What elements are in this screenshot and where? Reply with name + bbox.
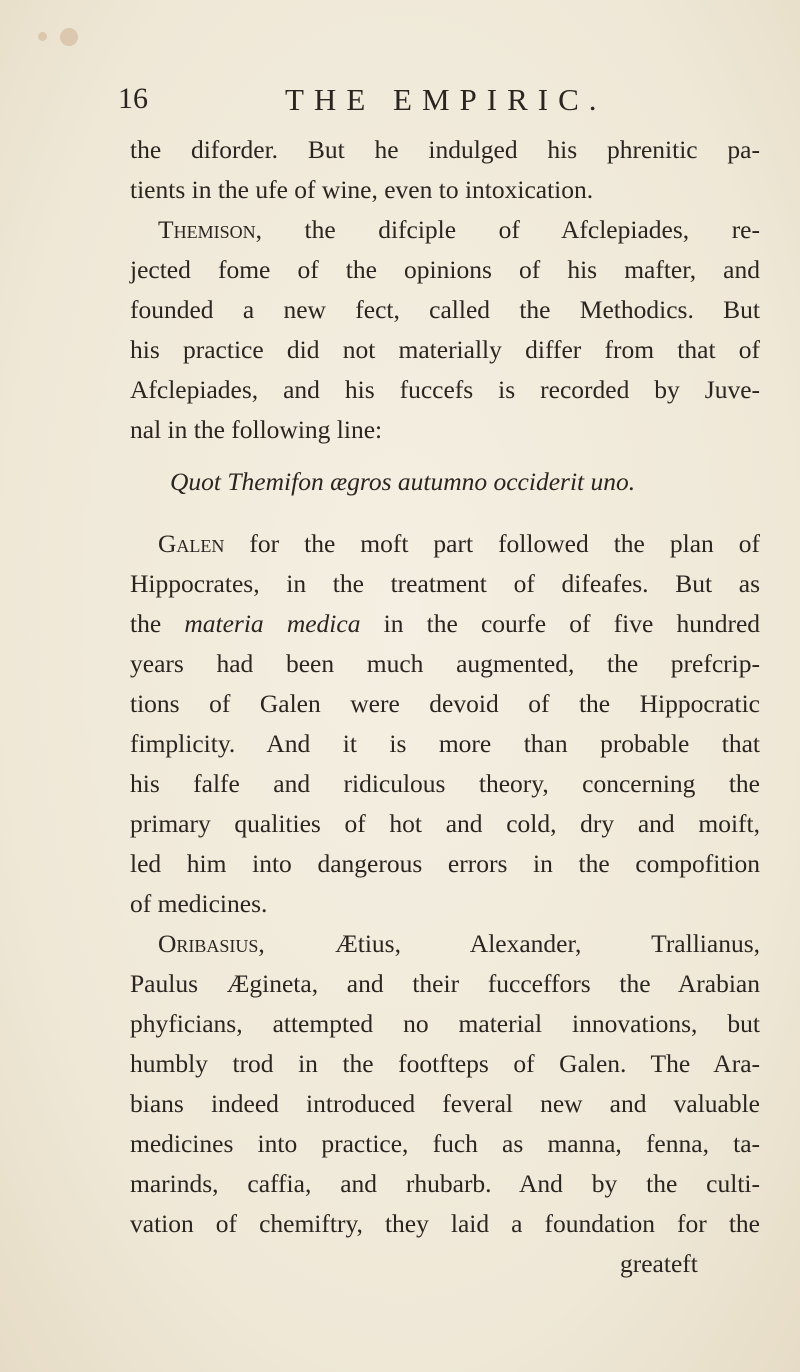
name-oribasius: Oribasius,	[158, 929, 265, 958]
text-line: Paulus Ægineta, and their fucceffors the Arabian	[130, 969, 760, 998]
text-line: tients in the ufe of wine, even to intoxication.	[130, 175, 594, 204]
name-themison: Themison,	[158, 215, 262, 244]
text-line: the diforder. But he indulged his phrenitic pa-	[130, 135, 760, 164]
text-line: primary qualities of hot and cold, dry and moift,	[130, 809, 760, 838]
text-line: humbly trod in the footfteps of Galen. The Ara-	[130, 1049, 760, 1078]
paragraph-start-oribasius	[130, 924, 760, 964]
term-materia-medica: materia medica	[184, 609, 361, 638]
text-line: nal in the following line:	[130, 415, 383, 444]
text-line: Afclepiades, and his fuccefs is recorded by Juve-	[130, 375, 760, 404]
text-line	[130, 604, 760, 644]
catchword: greateft	[620, 1249, 698, 1278]
text-line: years had been much augmented, the prefcrip-	[130, 649, 760, 678]
running-title: THE EMPIRIC.	[285, 82, 607, 117]
text-span: for the moft part followed the plan of	[224, 529, 760, 558]
text-line: vation of chemiftry, they laid a foundation for the	[130, 1209, 760, 1238]
paper-stain	[38, 32, 47, 41]
text-line: tions of Galen were devoid of the Hippocratic	[130, 689, 760, 718]
paragraph-start-themison	[130, 210, 760, 250]
page-number: 16	[118, 82, 148, 115]
text-span: the difciple of Afclepiades, re-	[261, 215, 760, 244]
body-text	[130, 130, 760, 1284]
text-span: Ætius, Alexander, Trallianus,	[264, 929, 760, 958]
text-line: jected fome of the opinions of his mafter, and	[130, 255, 760, 284]
text-line: of medicines.	[130, 889, 268, 918]
text-line: fimplicity. And it is more than probable that	[130, 729, 760, 758]
text-line: led him into dangerous errors in the compofition	[130, 849, 760, 878]
name-galen: Galen	[158, 529, 225, 558]
text-line: his practice did not materially differ from that of	[130, 335, 760, 364]
text-line: phyficians, attempted no material innovations, but	[130, 1009, 760, 1038]
text-line: Hippocrates, in the treatment of difeafes. But as	[130, 569, 760, 598]
text-line: his falfe and ridiculous theory, concerning the	[130, 769, 760, 798]
text-line: bians indeed introduced feveral new and valuable	[130, 1089, 760, 1118]
text-line: medicines into practice, fuch as manna, fenna, ta-	[130, 1129, 760, 1158]
paragraph-start-galen	[130, 524, 760, 564]
paper-stain	[60, 28, 78, 46]
text-span: in the courfe of five hundred	[360, 609, 761, 638]
text-span: the	[130, 609, 185, 638]
text-line: founded a new fect, called the Methodics. But	[130, 295, 760, 324]
text-line: marinds, caffia, and rhubarb. And by the culti-	[130, 1169, 760, 1198]
latin-quotation: Quot Themifon ægros autumno occiderit uno.	[170, 467, 636, 496]
page-header	[0, 82, 800, 122]
